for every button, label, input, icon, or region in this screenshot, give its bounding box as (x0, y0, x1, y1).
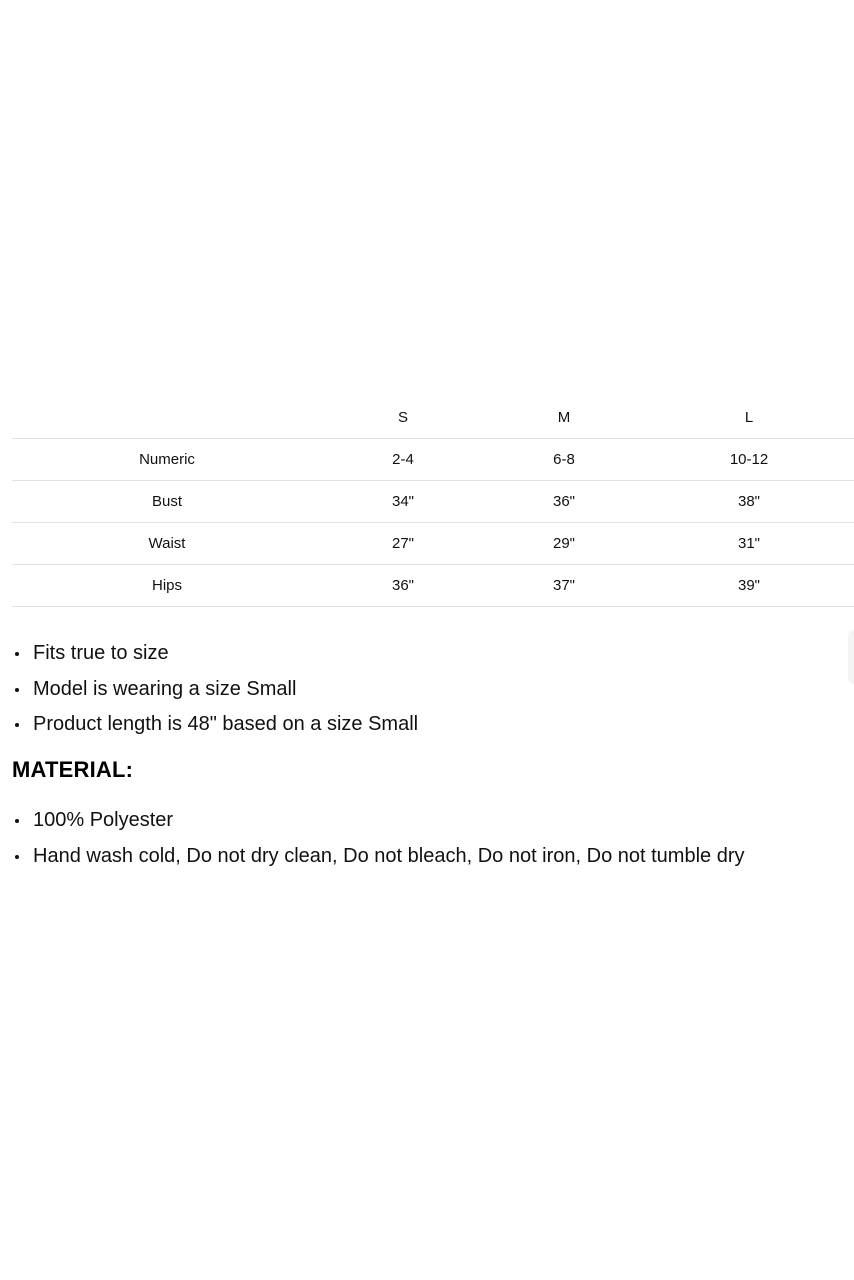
table-row (12, 523, 854, 565)
row-label: Bust (151, 493, 182, 510)
header-blank (12, 396, 322, 439)
cell-l: 10-12 (729, 451, 769, 468)
cell-l: 38" (737, 493, 760, 510)
cell-l: 39" (737, 577, 760, 594)
fit-notes-list (12, 636, 418, 743)
size-chart-table (12, 396, 854, 607)
row-label: Hips (151, 577, 182, 594)
list-item: Hand wash cold, Do not dry clean, Do not bleach, Do not iron, Do not tumble dry (12, 839, 745, 875)
cell-m: 29" (552, 535, 575, 552)
cell-m: 6-8 (553, 451, 575, 468)
table-row (12, 439, 854, 481)
list-item: Model is wearing a size Small (12, 672, 418, 708)
cell-s: 36" (391, 577, 414, 594)
header-size-l: L (744, 408, 754, 426)
table-row (12, 565, 854, 607)
edge-scroll-handle (848, 630, 854, 684)
material-heading: MATERIAL: (12, 757, 134, 782)
cell-m: 37" (552, 577, 575, 594)
list-item: Fits true to size (12, 636, 418, 672)
row-label: Numeric (139, 451, 195, 468)
list-item: 100% Polyester (12, 803, 745, 839)
row-label: Waist (148, 535, 186, 552)
table-row (12, 481, 854, 523)
header-size-m: M (557, 408, 571, 426)
cell-l: 31" (737, 535, 760, 552)
size-chart-header-row (12, 396, 854, 439)
cell-s: 27" (391, 535, 414, 552)
cell-s: 2-4 (392, 451, 414, 468)
cell-m: 36" (552, 493, 575, 510)
cell-s: 34" (391, 493, 414, 510)
material-list (12, 803, 745, 874)
list-item: Product length is 48" based on a size Small (12, 707, 418, 743)
header-size-s: S (397, 408, 408, 426)
